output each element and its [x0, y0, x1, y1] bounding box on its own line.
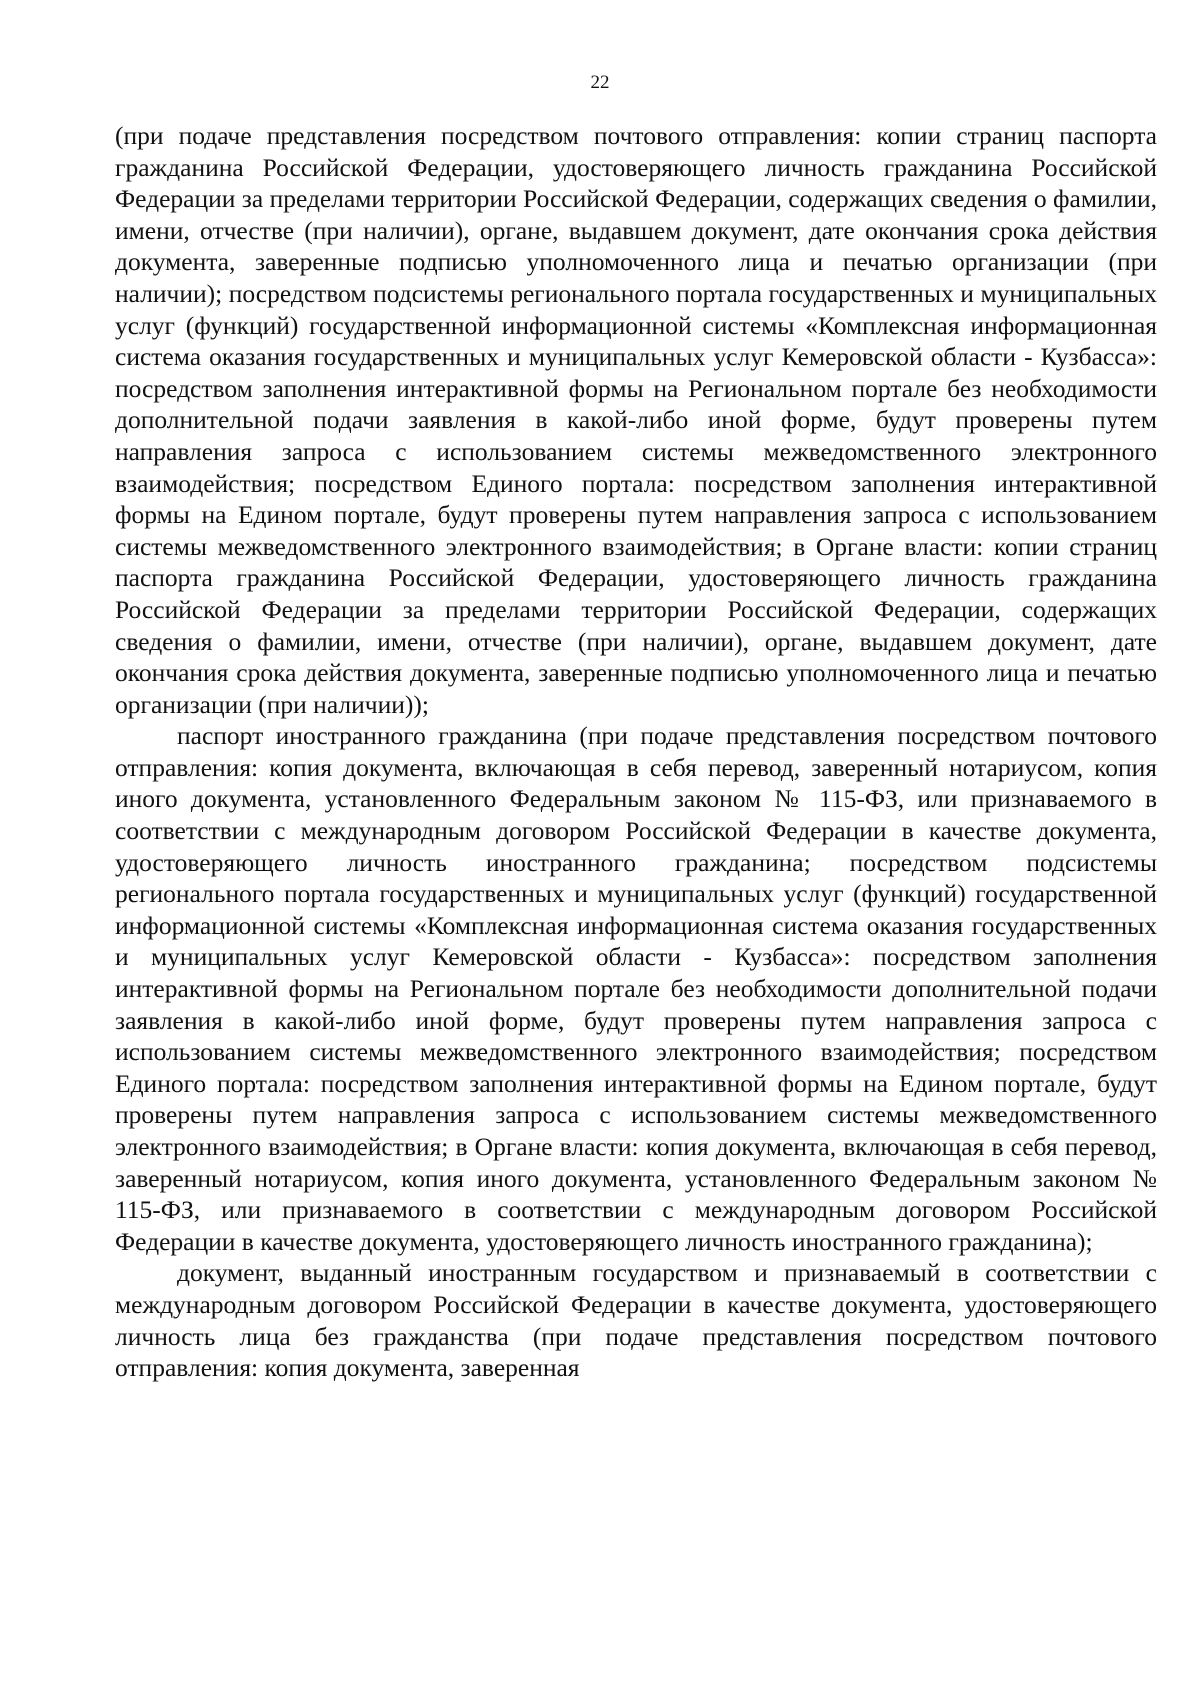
paragraph-foreign-passport: паспорт иностранного гражданина (при подаче представления посредством почтового отправления: копия документа, включающая в себя перевод, заверенный нотариусом, копия иного документа, установленного Федеральным законом № 115-ФЗ, или признаваемого в соответствии с международным договором Российской Федерации в качестве документа, удостоверяющего личность иностранного гражданина; посредством подсистемы регионального портала государственных и муниципальных услуг (функций) государственной информационной системы «Комплексная информационная система оказания государственных и муниципальных услуг Кемеровской области - Кузбасса»: посредством заполнения интерактивной формы на Региональном портале без необходимости дополнительной подачи заявления в какой-либо иной форме, будут проверены путем направления запроса с использованием системы межведомственного электронного взаимодействия; посредством Единого портала: посредством заполнения интерактивной формы на Едином портале, будут проверены путем направления запроса с использованием системы межведомственного электронного взаимодействия; в Органе власти: копия документа, включающая в себя перевод, заверенный нотариусом, копия иного документа, установленного Федеральным законом № 115-ФЗ, или признаваемого в соответствии с международным договором Российской Федерации в качестве документа, удостоверяющего личность иностранного гражданина);: [115, 721, 1157, 1256]
paragraph-stateless-document: документ, выданный иностранным государством и признаваемый в соответствии с международным договором Российской Федерации в качестве документа, удостоверяющего личность лица без гражданства (при подаче представления посредством почтового отправления: копия документа, заверенная: [115, 1258, 1157, 1383]
page-number: 22: [590, 72, 610, 93]
document-body: [115, 120, 1157, 1384]
paragraph-continuation: (при подаче представления посредством почтового отправления: копии страниц паспорта гражданина Российской Федерации, удостоверяющего личность гражданина Российской Федерации за пределами территории Российской Федерации, содержащих сведения о фамилии, имени, отчестве (при наличии), органе, выдавшем документ, дате окончания срока действия документа, заверенные подписью уполномоченного лица и печатью организации (при наличии); посредством подсистемы регионального портала государственных и муниципальных услуг (функций) государственной информационной системы «Комплексная информационная система оказания государственных и муниципальных услуг Кемеровской области - Кузбасса»: посредством заполнения интерактивной формы на Региональном портале без необходимости дополнительной подачи заявления в какой-либо иной форме, будут проверены путем направления запроса с использованием системы межведомственного электронного взаимодействия; посредством Единого портала: посредством заполнения интерактивной формы на Едином портале, будут проверены путем направления запроса с использованием системы межведомственного электронного взаимодействия; в Органе власти: копии страниц паспорта гражданина Российской Федерации, удостоверяющего личность гражданина Российской Федерации за пределами территории Российской Федерации, содержащих сведения о фамилии, имени, отчестве (при наличии), органе, выдавшем документ, дате окончания срока действия документа, заверенные подписью уполномоченного лица и печатью организации (при наличии));: [115, 121, 1157, 719]
